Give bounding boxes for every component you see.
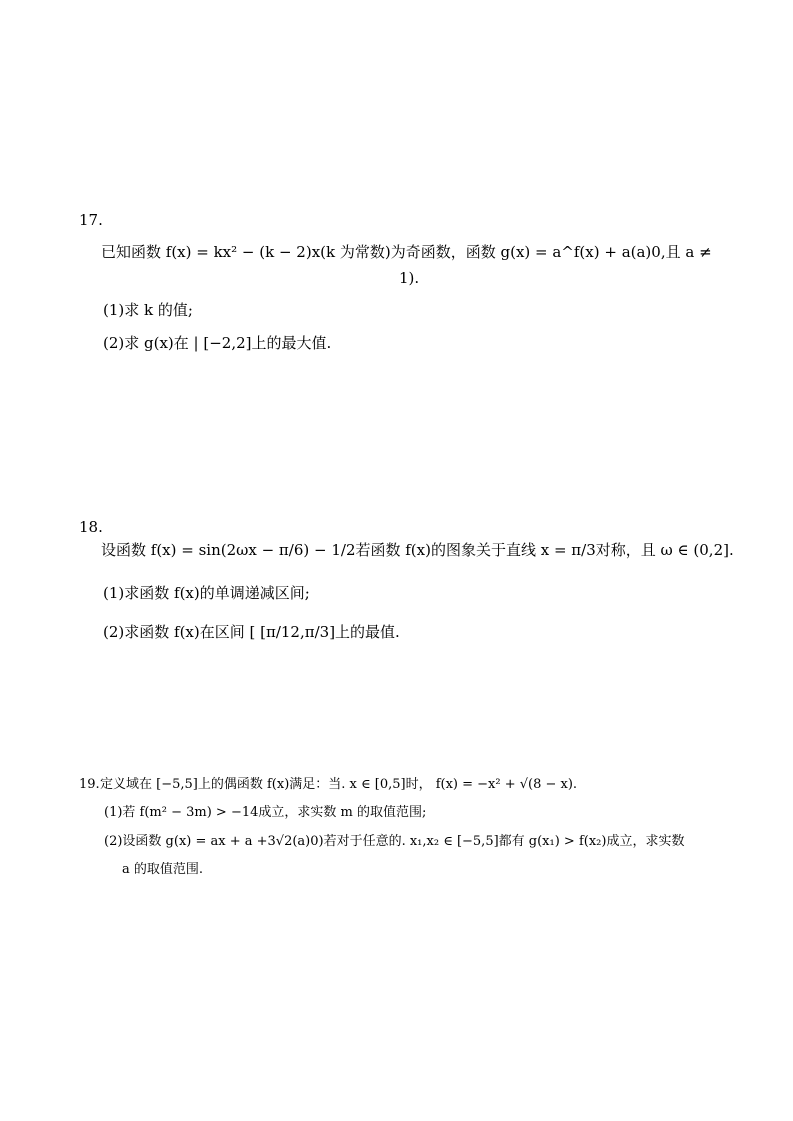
problem-19-part-1: (1)若 f(m² − 3m) > −14成立，求实数 m 的取值范围; [104, 805, 427, 820]
problem-19-part-2-line-2: a 的取值范围. [122, 862, 204, 877]
problem-19-number: 19. [79, 777, 100, 792]
problem-18-number: 18. [79, 518, 103, 536]
problem-17-number: 17. [79, 211, 103, 229]
problem-17-part-1: (1)求 k 的值; [103, 301, 193, 319]
problem-18-statement-line-1: 设函数 f(x) = sin(2ωx − π/6) − 1/2若函数 f(x)的图象关于直线 x = π/3对称，且 ω ∈ (0,2]. [101, 541, 734, 559]
problem-18-part-1: (1)求函数 f(x)的单调递减区间; [103, 584, 310, 602]
problem-17-statement-line-1: 已知函数 f(x) = kx² − (k − 2)x(k 为常数)为奇函数，函数 g(x) = a^f(x) + a(a)0,且 a ≠ [101, 243, 712, 261]
problem-19-part-2-line-1: (2)设函数 g(x) = ax + a +3√2(a)0)若对于任意的. x₁,x₂ ∈ [−5,5]都有 g(x₁) > f(x₂)成立，求实数 [104, 834, 685, 849]
problem-17-part-2: (2)求 g(x)在 | [−2,2]上的最大值. [103, 334, 332, 352]
problem-18-part-2: (2)求函数 f(x)在区间 [ [π/12,π/3]上的最值. [103, 623, 400, 641]
problem-17-statement-line-2: 1). [399, 269, 420, 287]
problem-19-statement-line-1: 定义域在 [−5,5]上的偶函数 f(x)满足：当. x ∈ [0,5]时， f(x) = −x² + √(8 − x). [100, 777, 578, 792]
